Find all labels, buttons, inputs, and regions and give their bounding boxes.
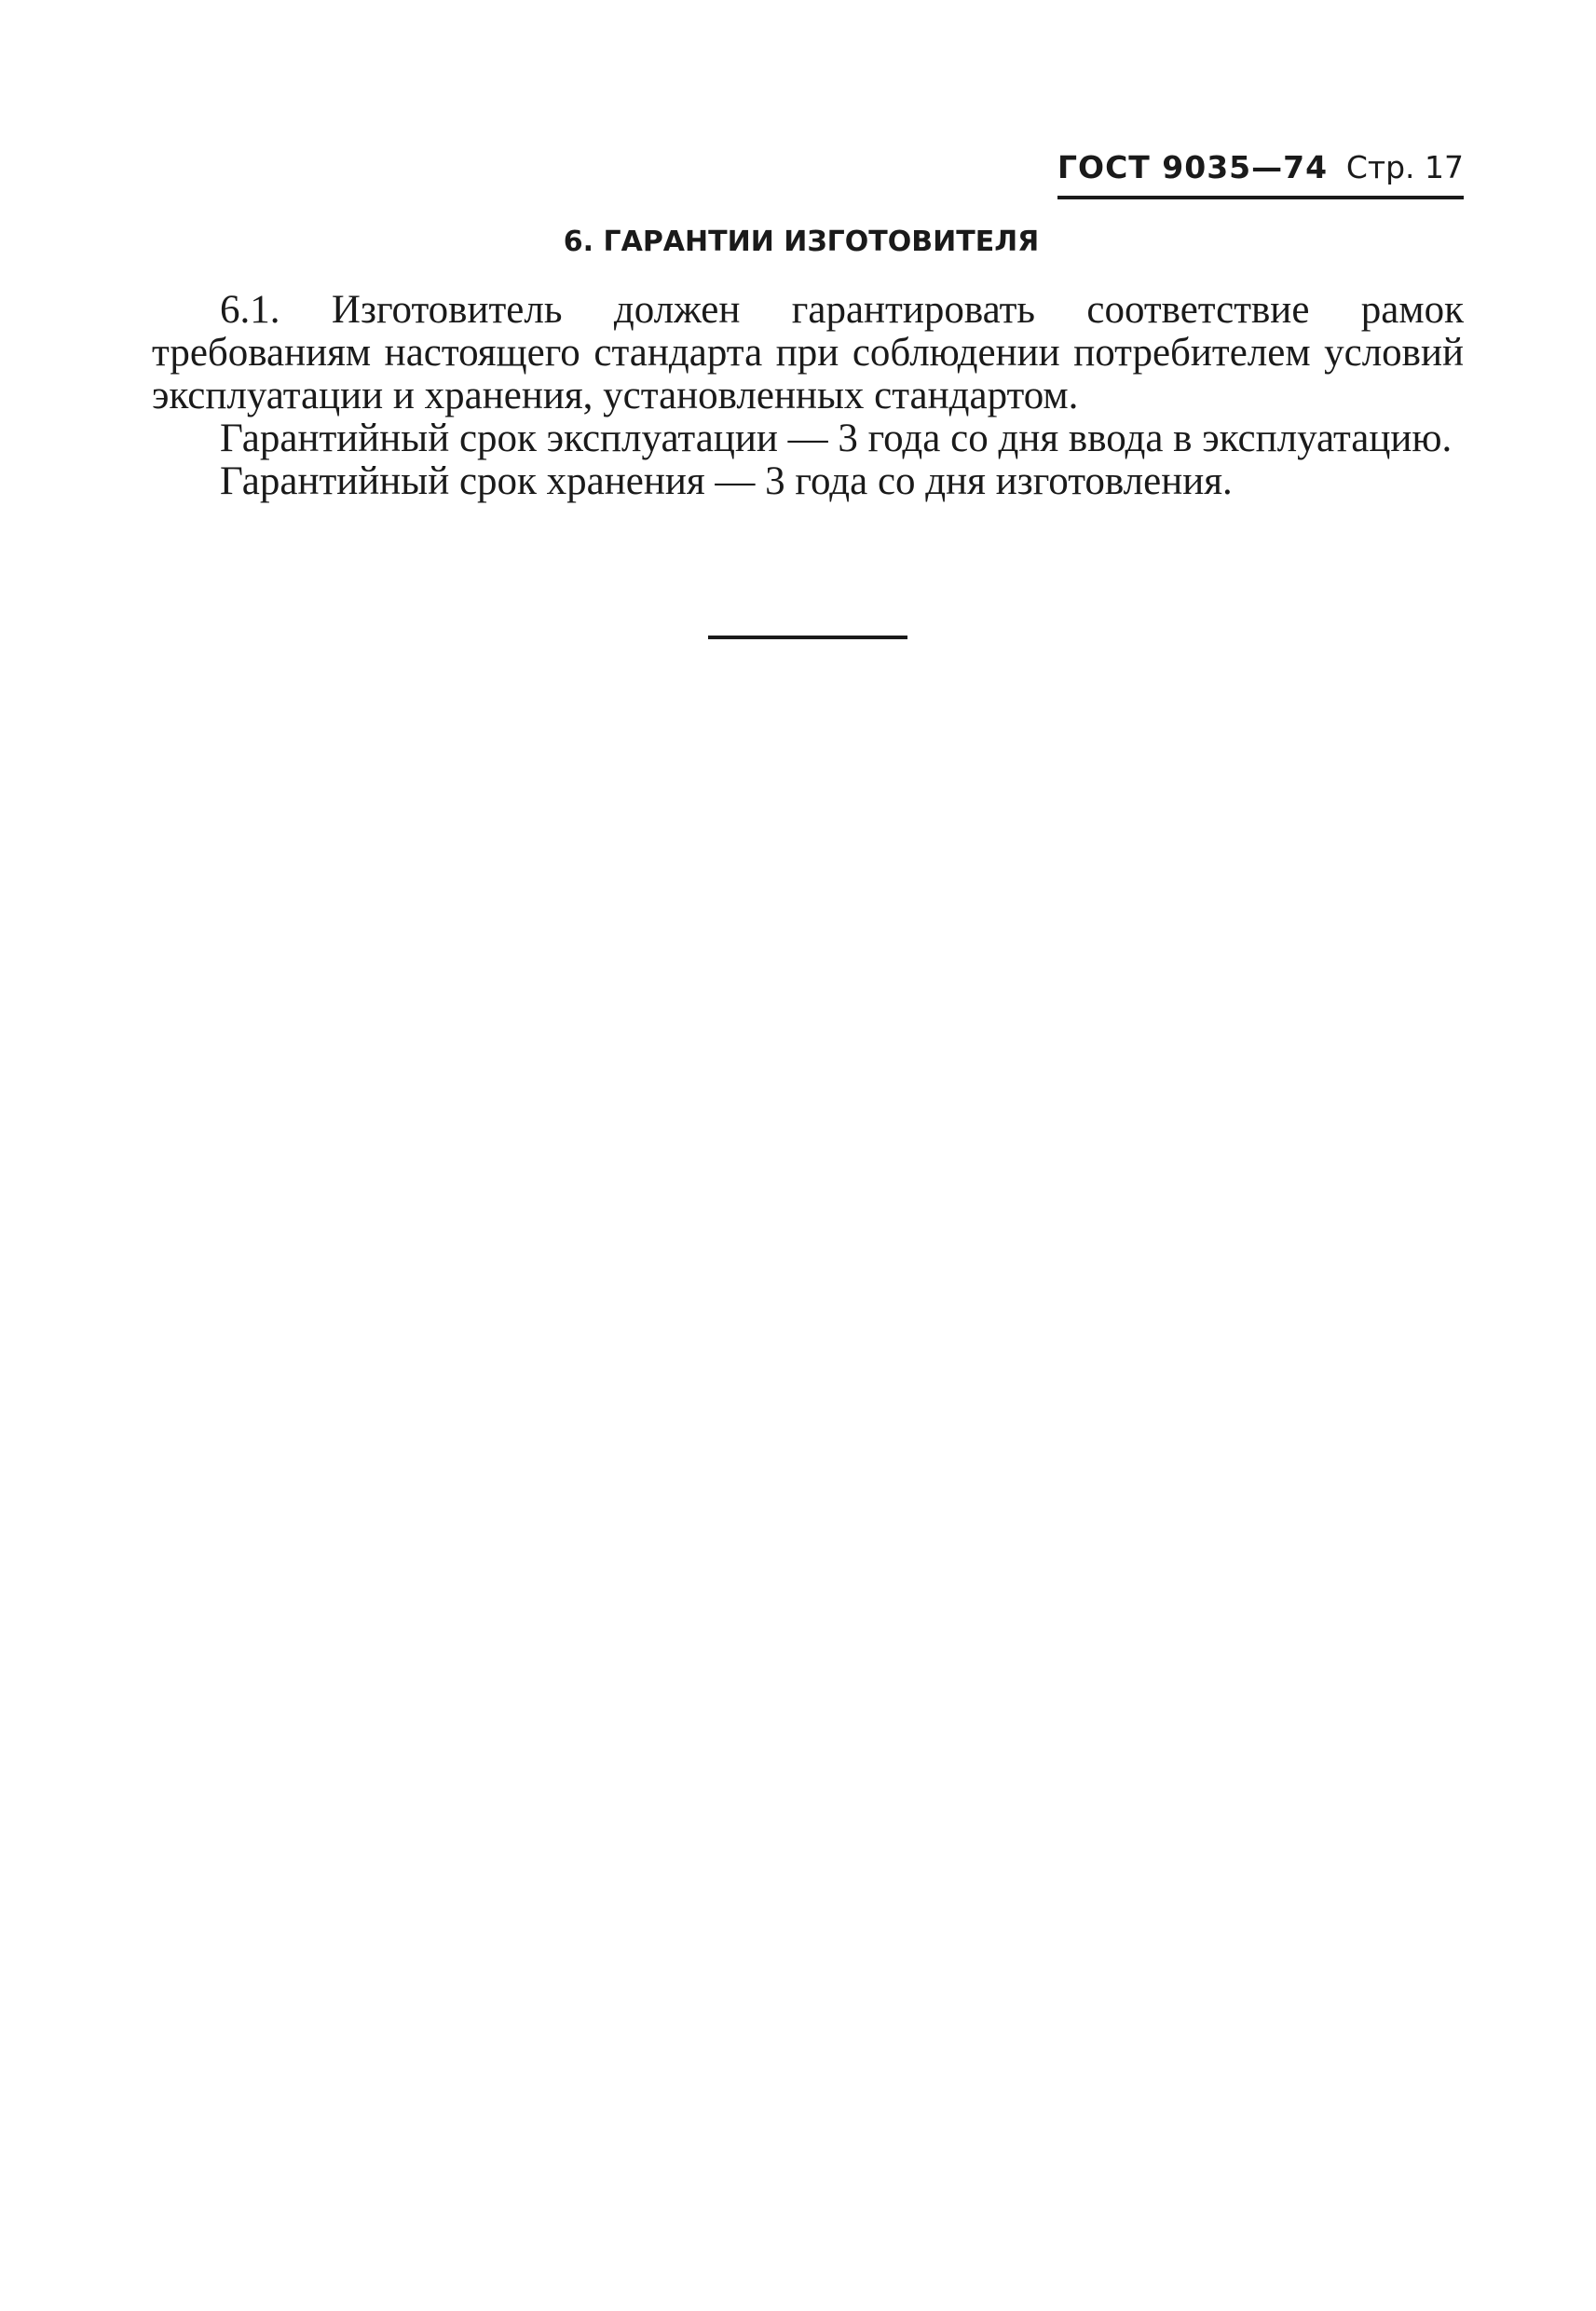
end-divider — [708, 636, 907, 639]
paragraph-warranty-operation: Гарантийный срок эксплуатации — 3 года со дня ввода в эксплуатацию. — [220, 417, 1453, 460]
standard-designation: ГОСТ 9035—74 — [1057, 149, 1329, 185]
paragraph-6-1: 6.1. Изготовитель должен гарантировать соответствие рамок требованиям настоящего стандарта при соблюдении потребителем условий эксплуатации и хранения, установленных стандартом. — [152, 288, 1464, 417]
section-body — [152, 289, 1464, 503]
paragraph-warranty-storage: Гарантийный срок хранения — 3 года со дня изготовления. — [220, 459, 1233, 503]
section-title: 6. ГАРАНТИИ ИЗГОТОВИТЕЛЯ — [563, 226, 1040, 258]
page-number: Стр. 17 — [1345, 149, 1464, 185]
running-header — [1057, 140, 1464, 199]
